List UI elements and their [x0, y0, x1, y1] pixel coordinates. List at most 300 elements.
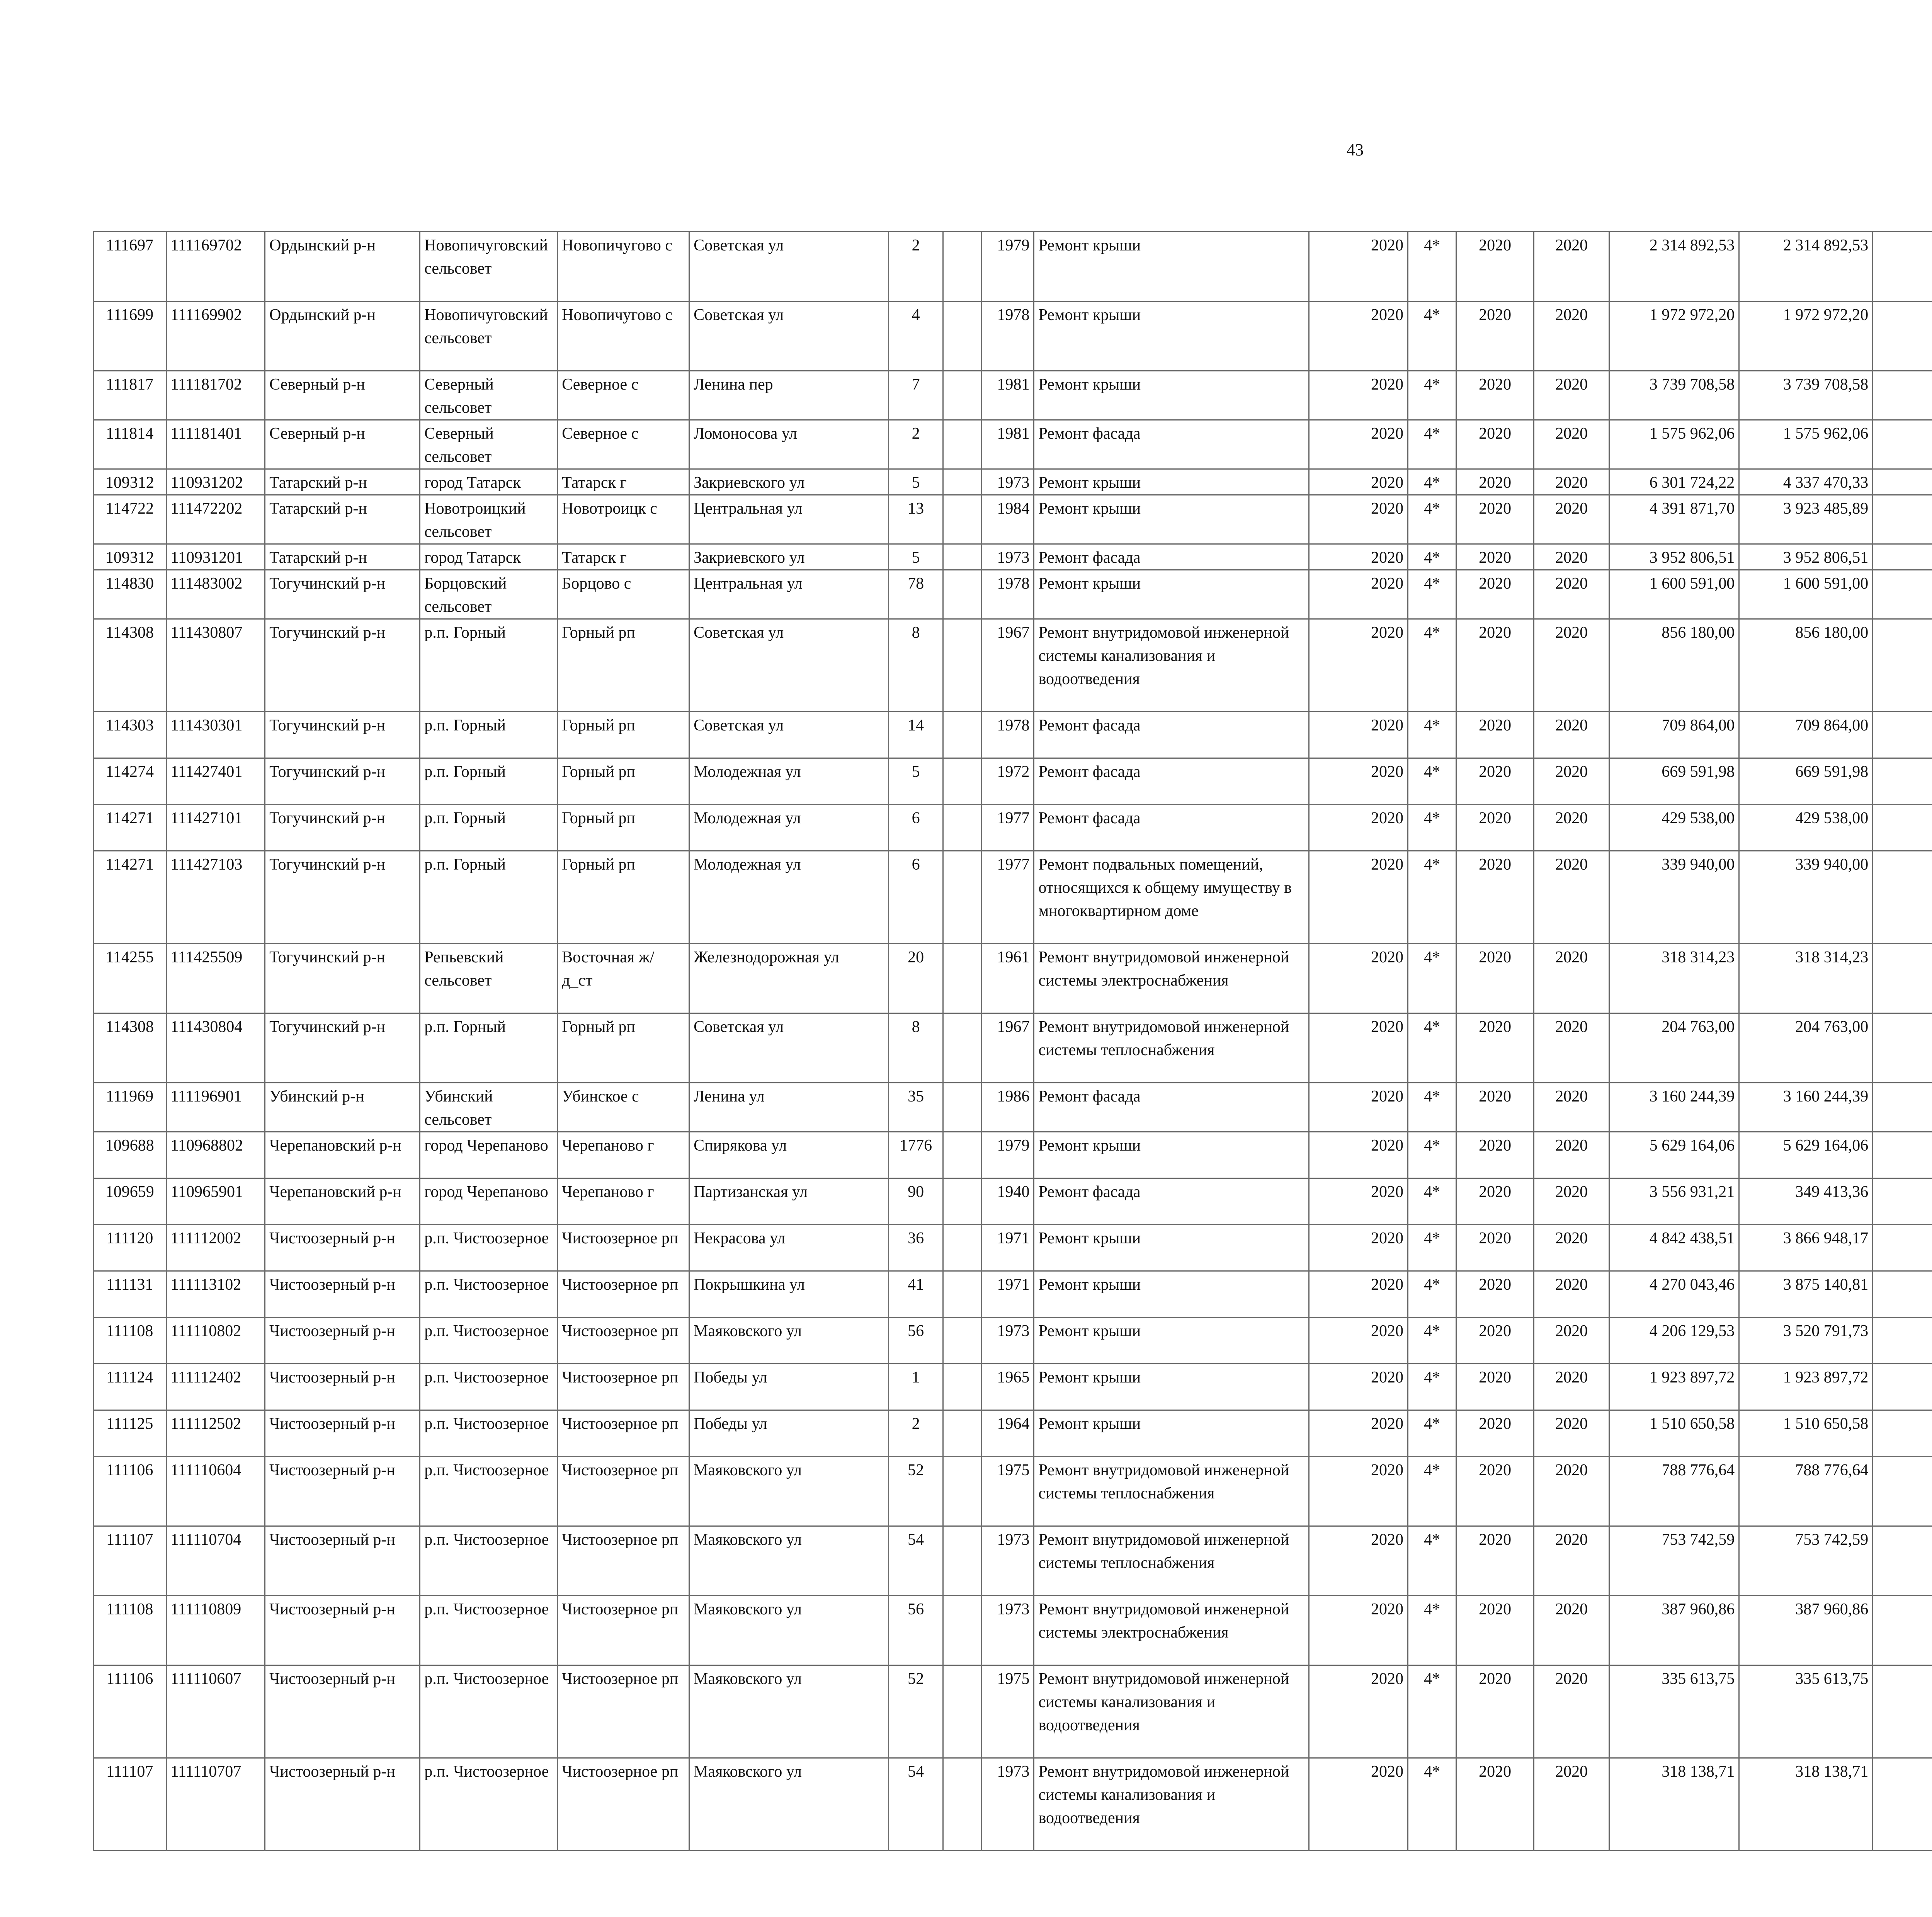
- cell-y2: 2020: [1456, 420, 1534, 469]
- cell-id: 114722: [94, 495, 167, 544]
- cell-settlement: р.п. Горный: [420, 758, 558, 805]
- cell-fund: 3 739 708,58: [1739, 371, 1873, 420]
- cell-y1: 2020: [1309, 232, 1408, 301]
- cell-y2: 2020: [1456, 232, 1534, 301]
- cell-total: 669 591,98: [1609, 758, 1739, 805]
- cell-district: Чистоозерный р-н: [265, 1457, 420, 1526]
- cell-mark: 4*: [1408, 712, 1456, 758]
- cell-street: Маяковского ул: [689, 1526, 889, 1596]
- table-row: [94, 495, 1932, 544]
- cell-total: 3 556 931,21: [1609, 1178, 1739, 1225]
- cell-v1: [1873, 1225, 1932, 1271]
- cell-v1: [1873, 420, 1932, 469]
- cell-extra: [943, 469, 981, 495]
- cell-locality: Чистоозерное рп: [558, 1457, 689, 1526]
- cell-locality: Горный рп: [558, 1013, 689, 1083]
- cell-district: Северный р-н: [265, 371, 420, 420]
- cell-mark: 4*: [1408, 1318, 1456, 1364]
- cell-y1: 2020: [1309, 851, 1408, 944]
- cell-extra: [943, 1271, 981, 1318]
- cell-mark: 4*: [1408, 1013, 1456, 1083]
- cell-y1: 2020: [1309, 619, 1408, 712]
- cell-locality: Чистоозерное рп: [558, 1665, 689, 1758]
- cell-district: Татарский р-н: [265, 495, 420, 544]
- cell-year: 1973: [982, 1758, 1034, 1851]
- cell-mark: 4*: [1408, 1526, 1456, 1596]
- cell-mark: 4*: [1408, 1083, 1456, 1132]
- cell-settlement: р.п. Чистоозерное: [420, 1758, 558, 1851]
- cell-house: 5: [889, 469, 943, 495]
- cell-code: 111427101: [166, 805, 265, 851]
- cell-locality: Горный рп: [558, 619, 689, 712]
- cell-extra: [943, 944, 981, 1013]
- cell-street: Центральная ул: [689, 570, 889, 619]
- cell-id: 109312: [94, 544, 167, 570]
- cell-y3: 2020: [1534, 1132, 1609, 1178]
- cell-id: 111120: [94, 1225, 167, 1271]
- cell-y3: 2020: [1534, 944, 1609, 1013]
- cell-fund: 335 613,75: [1739, 1665, 1873, 1758]
- cell-district: Северный р-н: [265, 420, 420, 469]
- cell-district: Черепановский р-н: [265, 1178, 420, 1225]
- cell-code: 111110604: [166, 1457, 265, 1526]
- cell-y2: 2020: [1456, 570, 1534, 619]
- cell-v1: [1873, 1410, 1932, 1457]
- cell-settlement: р.п. Чистоозерное: [420, 1271, 558, 1318]
- cell-locality: Убинское с: [558, 1083, 689, 1132]
- cell-house: 52: [889, 1457, 943, 1526]
- cell-y3: 2020: [1534, 805, 1609, 851]
- table-row: [94, 1271, 1932, 1318]
- cell-v1: [1873, 1178, 1932, 1225]
- cell-total: 204 763,00: [1609, 1013, 1739, 1083]
- cell-mark: 4*: [1408, 1364, 1456, 1410]
- cell-fund: 1 923 897,72: [1739, 1364, 1873, 1410]
- cell-district: Тогучинский р-н: [265, 619, 420, 712]
- cell-street: Маяковского ул: [689, 1457, 889, 1526]
- cell-fund: 3 875 140,81: [1739, 1271, 1873, 1318]
- cell-street: Маяковского ул: [689, 1758, 889, 1851]
- cell-code: 111430804: [166, 1013, 265, 1083]
- cell-work: Ремонт внутридомовой инженерной системы электроснабжения: [1034, 1596, 1309, 1665]
- cell-settlement: р.п. Горный: [420, 805, 558, 851]
- cell-house: 20: [889, 944, 943, 1013]
- cell-house: 1: [889, 1364, 943, 1410]
- cell-id: 111107: [94, 1526, 167, 1596]
- cell-settlement: город Черепаново: [420, 1178, 558, 1225]
- cell-street: Маяковского ул: [689, 1318, 889, 1364]
- cell-work: Ремонт крыши: [1034, 1364, 1309, 1410]
- cell-mark: 4*: [1408, 232, 1456, 301]
- cell-settlement: р.п. Горный: [420, 712, 558, 758]
- cell-code: 111112402: [166, 1364, 265, 1410]
- cell-extra: [943, 495, 981, 544]
- cell-work: Ремонт крыши: [1034, 1318, 1309, 1364]
- cell-district: Татарский р-н: [265, 469, 420, 495]
- cell-total: 339 940,00: [1609, 851, 1739, 944]
- cell-district: Тогучинский р-н: [265, 851, 420, 944]
- cell-total: 2 314 892,53: [1609, 232, 1739, 301]
- cell-fund: 3 923 485,89: [1739, 495, 1873, 544]
- cell-y3: 2020: [1534, 570, 1609, 619]
- cell-v1: [1873, 712, 1932, 758]
- cell-total: 318 314,23: [1609, 944, 1739, 1013]
- cell-extra: [943, 1013, 981, 1083]
- cell-y2: 2020: [1456, 1665, 1534, 1758]
- cell-y1: 2020: [1309, 1457, 1408, 1526]
- table-row: [94, 544, 1932, 570]
- cell-y3: 2020: [1534, 1665, 1609, 1758]
- cell-settlement: Убинский сельсовет: [420, 1083, 558, 1132]
- cell-mark: 4*: [1408, 1225, 1456, 1271]
- cell-street: Покрышкина ул: [689, 1271, 889, 1318]
- cell-year: 1981: [982, 371, 1034, 420]
- cell-extra: [943, 1364, 981, 1410]
- cell-y1: 2020: [1309, 1665, 1408, 1758]
- cell-locality: Восточная ж/д_ст: [558, 944, 689, 1013]
- cell-locality: Горный рп: [558, 851, 689, 944]
- cell-id: 111108: [94, 1596, 167, 1665]
- cell-y1: 2020: [1309, 544, 1408, 570]
- cell-total: 4 270 043,46: [1609, 1271, 1739, 1318]
- cell-y1: 2020: [1309, 469, 1408, 495]
- cell-total: 429 538,00: [1609, 805, 1739, 851]
- cell-locality: Новопичугово с: [558, 301, 689, 371]
- cell-street: Молодежная ул: [689, 851, 889, 944]
- cell-fund: 339 940,00: [1739, 851, 1873, 944]
- cell-fund: 429 538,00: [1739, 805, 1873, 851]
- cell-settlement: р.п. Чистоозерное: [420, 1526, 558, 1596]
- cell-street: Спирякова ул: [689, 1132, 889, 1178]
- cell-y1: 2020: [1309, 1132, 1408, 1178]
- cell-total: 4 206 129,53: [1609, 1318, 1739, 1364]
- cell-id: 109659: [94, 1178, 167, 1225]
- cell-year: 1978: [982, 570, 1034, 619]
- cell-house: 5: [889, 758, 943, 805]
- cell-code: 111181401: [166, 420, 265, 469]
- cell-y3: 2020: [1534, 1225, 1609, 1271]
- cell-work: Ремонт крыши: [1034, 570, 1309, 619]
- table-row: [94, 1178, 1932, 1225]
- cell-code: 111169902: [166, 301, 265, 371]
- cell-settlement: город Татарск: [420, 544, 558, 570]
- cell-y3: 2020: [1534, 1318, 1609, 1364]
- cell-code: 110968802: [166, 1132, 265, 1178]
- cell-y2: 2020: [1456, 944, 1534, 1013]
- table-row: [94, 851, 1932, 944]
- cell-fund: 4 337 470,33: [1739, 469, 1873, 495]
- cell-district: Тогучинский р-н: [265, 805, 420, 851]
- cell-y1: 2020: [1309, 1758, 1408, 1851]
- cell-code: 110931202: [166, 469, 265, 495]
- cell-code: 111112502: [166, 1410, 265, 1457]
- cell-extra: [943, 1758, 981, 1851]
- repair-program-table: [93, 231, 1932, 1851]
- cell-district: Ордынский р-н: [265, 301, 420, 371]
- table-row: [94, 570, 1932, 619]
- cell-v1: [1873, 1526, 1932, 1596]
- cell-y2: 2020: [1456, 619, 1534, 712]
- cell-v1: [1873, 1758, 1932, 1851]
- cell-fund: 3 160 244,39: [1739, 1083, 1873, 1132]
- cell-code: 111430807: [166, 619, 265, 712]
- cell-v1: [1873, 1596, 1932, 1665]
- cell-y1: 2020: [1309, 758, 1408, 805]
- cell-work: Ремонт внутридомовой инженерной системы электроснабжения: [1034, 944, 1309, 1013]
- cell-year: 1965: [982, 1364, 1034, 1410]
- cell-street: Ломоносова ул: [689, 420, 889, 469]
- cell-id: 114255: [94, 944, 167, 1013]
- cell-extra: [943, 1457, 981, 1526]
- cell-y1: 2020: [1309, 1225, 1408, 1271]
- cell-id: 114303: [94, 712, 167, 758]
- cell-mark: 4*: [1408, 1665, 1456, 1758]
- cell-v1: [1873, 1665, 1932, 1758]
- cell-house: 2: [889, 232, 943, 301]
- cell-work: Ремонт фасада: [1034, 420, 1309, 469]
- cell-fund: 3 952 806,51: [1739, 544, 1873, 570]
- cell-mark: 4*: [1408, 301, 1456, 371]
- cell-y2: 2020: [1456, 1178, 1534, 1225]
- cell-id: 111969: [94, 1083, 167, 1132]
- cell-id: 114271: [94, 805, 167, 851]
- cell-settlement: р.п. Чистоозерное: [420, 1364, 558, 1410]
- cell-street: Маяковского ул: [689, 1596, 889, 1665]
- cell-y3: 2020: [1534, 232, 1609, 301]
- table-row: [94, 1364, 1932, 1410]
- cell-locality: Чистоозерное рп: [558, 1271, 689, 1318]
- table-row: [94, 805, 1932, 851]
- cell-total: 5 629 164,06: [1609, 1132, 1739, 1178]
- table-row: [94, 1318, 1932, 1364]
- cell-id: 111106: [94, 1457, 167, 1526]
- cell-work: Ремонт внутридомовой инженерной системы теплоснабжения: [1034, 1457, 1309, 1526]
- cell-code: 111425509: [166, 944, 265, 1013]
- cell-house: 1776: [889, 1132, 943, 1178]
- cell-total: 4 391 871,70: [1609, 495, 1739, 544]
- cell-locality: Чистоозерное рп: [558, 1225, 689, 1271]
- cell-total: 4 842 438,51: [1609, 1225, 1739, 1271]
- cell-extra: [943, 301, 981, 371]
- cell-extra: [943, 1225, 981, 1271]
- cell-settlement: Новотроицкий сельсовет: [420, 495, 558, 544]
- cell-y3: 2020: [1534, 1364, 1609, 1410]
- cell-house: 13: [889, 495, 943, 544]
- cell-y3: 2020: [1534, 758, 1609, 805]
- cell-code: 111110809: [166, 1596, 265, 1665]
- cell-fund: 709 864,00: [1739, 712, 1873, 758]
- cell-v1: [1873, 1083, 1932, 1132]
- cell-code: 111169702: [166, 232, 265, 301]
- cell-y3: 2020: [1534, 1526, 1609, 1596]
- cell-house: 2: [889, 1410, 943, 1457]
- cell-total: 1 510 650,58: [1609, 1410, 1739, 1457]
- cell-code: 111196901: [166, 1083, 265, 1132]
- cell-locality: Северное с: [558, 371, 689, 420]
- cell-y1: 2020: [1309, 1013, 1408, 1083]
- cell-street: Советская ул: [689, 301, 889, 371]
- cell-id: 114271: [94, 851, 167, 944]
- cell-y3: 2020: [1534, 469, 1609, 495]
- cell-v1: [1873, 469, 1932, 495]
- cell-work: Ремонт крыши: [1034, 1271, 1309, 1318]
- cell-y3: 2020: [1534, 1596, 1609, 1665]
- cell-district: Чистоозерный р-н: [265, 1364, 420, 1410]
- cell-extra: [943, 1083, 981, 1132]
- page-number: 43: [1347, 140, 1364, 159]
- cell-work: Ремонт фасада: [1034, 544, 1309, 570]
- cell-y3: 2020: [1534, 1457, 1609, 1526]
- cell-work: Ремонт крыши: [1034, 1225, 1309, 1271]
- cell-house: 7: [889, 371, 943, 420]
- table-row: [94, 619, 1932, 712]
- table-row: [94, 1596, 1932, 1665]
- cell-year: 1979: [982, 1132, 1034, 1178]
- cell-year: 1979: [982, 232, 1034, 301]
- cell-work: Ремонт фасада: [1034, 758, 1309, 805]
- cell-street: Советская ул: [689, 232, 889, 301]
- cell-district: Тогучинский р-н: [265, 712, 420, 758]
- cell-id: 111699: [94, 301, 167, 371]
- cell-id: 111124: [94, 1364, 167, 1410]
- cell-fund: 204 763,00: [1739, 1013, 1873, 1083]
- table-row: [94, 1457, 1932, 1526]
- cell-fund: 753 742,59: [1739, 1526, 1873, 1596]
- cell-y2: 2020: [1456, 1318, 1534, 1364]
- cell-extra: [943, 1596, 981, 1665]
- cell-district: Чистоозерный р-н: [265, 1665, 420, 1758]
- cell-y2: 2020: [1456, 1758, 1534, 1851]
- cell-settlement: р.п. Чистоозерное: [420, 1596, 558, 1665]
- cell-house: 54: [889, 1758, 943, 1851]
- cell-street: Ленина пер: [689, 371, 889, 420]
- cell-fund: 788 776,64: [1739, 1457, 1873, 1526]
- cell-settlement: р.п. Чистоозерное: [420, 1318, 558, 1364]
- table-row: [94, 371, 1932, 420]
- cell-locality: Чистоозерное рп: [558, 1596, 689, 1665]
- cell-total: 856 180,00: [1609, 619, 1739, 712]
- table-row: [94, 1225, 1932, 1271]
- cell-district: Ордынский р-н: [265, 232, 420, 301]
- cell-fund: 318 314,23: [1739, 944, 1873, 1013]
- cell-y2: 2020: [1456, 805, 1534, 851]
- cell-work: Ремонт крыши: [1034, 232, 1309, 301]
- cell-locality: Чистоозерное рп: [558, 1526, 689, 1596]
- table-row: [94, 1758, 1932, 1851]
- cell-mark: 4*: [1408, 544, 1456, 570]
- cell-fund: 1 510 650,58: [1739, 1410, 1873, 1457]
- cell-house: 90: [889, 1178, 943, 1225]
- cell-mark: 4*: [1408, 1596, 1456, 1665]
- cell-mark: 4*: [1408, 1132, 1456, 1178]
- cell-id: 114274: [94, 758, 167, 805]
- cell-fund: 387 960,86: [1739, 1596, 1873, 1665]
- table-row: [94, 420, 1932, 469]
- cell-extra: [943, 232, 981, 301]
- cell-mark: 4*: [1408, 1178, 1456, 1225]
- cell-total: 3 952 806,51: [1609, 544, 1739, 570]
- cell-id: 111108: [94, 1318, 167, 1364]
- cell-district: Чистоозерный р-н: [265, 1271, 420, 1318]
- cell-work: Ремонт крыши: [1034, 495, 1309, 544]
- cell-v1: [1873, 1013, 1932, 1083]
- cell-y3: 2020: [1534, 544, 1609, 570]
- cell-y2: 2020: [1456, 544, 1534, 570]
- cell-mark: 4*: [1408, 1457, 1456, 1526]
- cell-y3: 2020: [1534, 851, 1609, 944]
- cell-total: 3 739 708,58: [1609, 371, 1739, 420]
- cell-settlement: р.п. Горный: [420, 1013, 558, 1083]
- cell-settlement: Борцовский сельсовет: [420, 570, 558, 619]
- cell-total: 709 864,00: [1609, 712, 1739, 758]
- cell-settlement: р.п. Горный: [420, 619, 558, 712]
- cell-fund: 349 413,36: [1739, 1178, 1873, 1225]
- cell-work: Ремонт фасада: [1034, 805, 1309, 851]
- cell-code: 111110607: [166, 1665, 265, 1758]
- cell-y2: 2020: [1456, 301, 1534, 371]
- cell-district: Чистоозерный р-н: [265, 1410, 420, 1457]
- table-row: [94, 301, 1932, 371]
- cell-work: Ремонт внутридомовой инженерной системы канализования и водоотведения: [1034, 1758, 1309, 1851]
- cell-extra: [943, 619, 981, 712]
- cell-year: 1984: [982, 495, 1034, 544]
- cell-y3: 2020: [1534, 420, 1609, 469]
- cell-house: 2: [889, 420, 943, 469]
- cell-code: 111427401: [166, 758, 265, 805]
- cell-code: 111112002: [166, 1225, 265, 1271]
- cell-y3: 2020: [1534, 371, 1609, 420]
- table-row: [94, 1013, 1932, 1083]
- cell-total: 318 138,71: [1609, 1758, 1739, 1851]
- cell-house: 6: [889, 851, 943, 944]
- cell-year: 1977: [982, 805, 1034, 851]
- table-row: [94, 758, 1932, 805]
- table-row: [94, 1526, 1932, 1596]
- cell-y2: 2020: [1456, 712, 1534, 758]
- cell-street: Советская ул: [689, 1013, 889, 1083]
- cell-street: Закриевского ул: [689, 544, 889, 570]
- cell-y1: 2020: [1309, 420, 1408, 469]
- cell-y2: 2020: [1456, 1364, 1534, 1410]
- cell-fund: 1 600 591,00: [1739, 570, 1873, 619]
- cell-id: 111131: [94, 1271, 167, 1318]
- cell-year: 1973: [982, 544, 1034, 570]
- cell-settlement: город Черепаново: [420, 1132, 558, 1178]
- cell-street: Советская ул: [689, 712, 889, 758]
- table-row: [94, 1132, 1932, 1178]
- cell-y2: 2020: [1456, 1271, 1534, 1318]
- cell-district: Черепановский р-н: [265, 1132, 420, 1178]
- cell-total: 6 301 724,22: [1609, 469, 1739, 495]
- cell-y3: 2020: [1534, 619, 1609, 712]
- cell-work: Ремонт внутридомовой инженерной системы теплоснабжения: [1034, 1526, 1309, 1596]
- cell-y3: 2020: [1534, 712, 1609, 758]
- cell-year: 1973: [982, 1526, 1034, 1596]
- cell-work: Ремонт крыши: [1034, 1410, 1309, 1457]
- cell-fund: 3 866 948,17: [1739, 1225, 1873, 1271]
- cell-code: 111110707: [166, 1758, 265, 1851]
- cell-code: 110931201: [166, 544, 265, 570]
- cell-total: 1 972 972,20: [1609, 301, 1739, 371]
- cell-total: 387 960,86: [1609, 1596, 1739, 1665]
- cell-work: Ремонт внутридомовой инженерной системы теплоснабжения: [1034, 1013, 1309, 1083]
- cell-work: Ремонт крыши: [1034, 371, 1309, 420]
- cell-year: 1961: [982, 944, 1034, 1013]
- cell-work: Ремонт подвальных помещений, относящихся к общему имуществу в многоквартирном доме: [1034, 851, 1309, 944]
- cell-fund: 2 314 892,53: [1739, 232, 1873, 301]
- cell-year: 1967: [982, 1013, 1034, 1083]
- cell-id: 109312: [94, 469, 167, 495]
